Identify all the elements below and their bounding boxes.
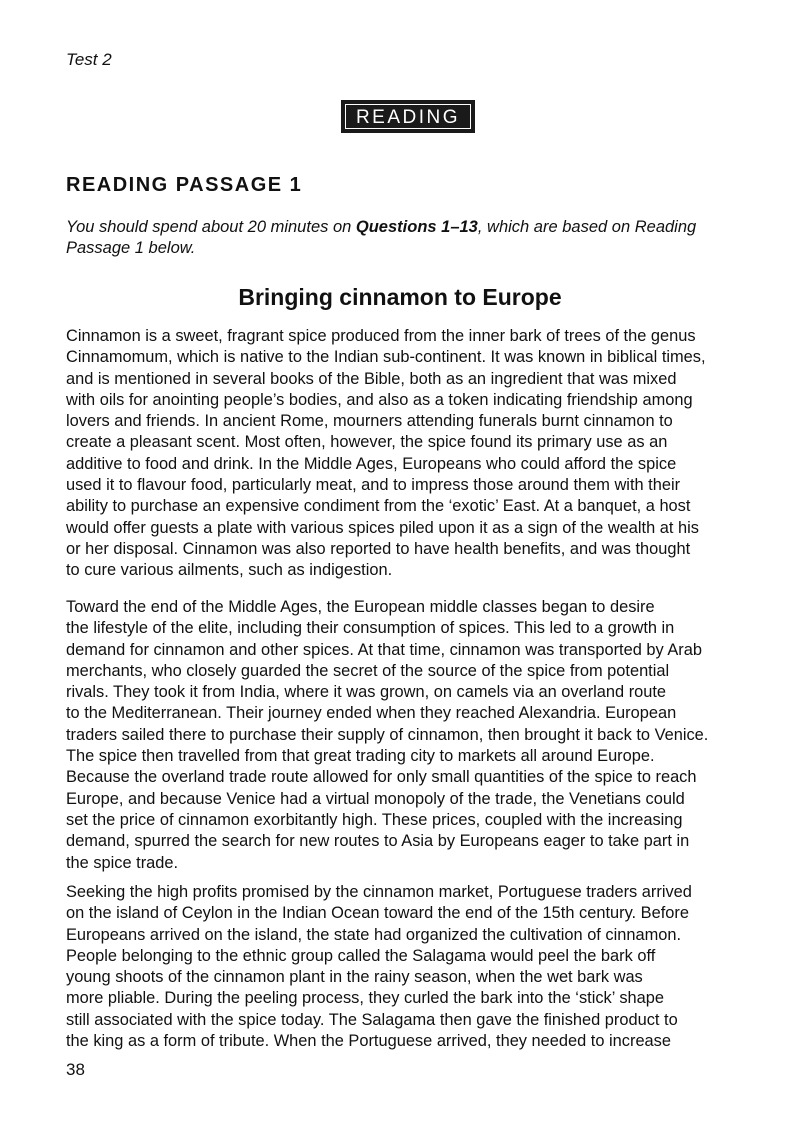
paragraph-line: more pliable. During the peeling process, they curled the bark into the ‘stick’ shape	[66, 989, 664, 1008]
paragraph-line: Europe, and because Venice had a virtual monopoly of the trade, the Venetians could	[66, 789, 685, 808]
paragraph-line: young shoots of the cinnamon plant in the rainy season, when the wet bark was	[66, 968, 643, 987]
paragraph-line: on the island of Ceylon in the Indian Ocean toward the end of the 15th century. Before	[66, 904, 689, 923]
paragraph-line: or her disposal. Cinnamon was also reported to have health benefits, and was thought	[66, 539, 691, 558]
paragraph-line: still associated with the spice today. The Salagama then gave the finished product to	[66, 1010, 678, 1029]
paragraph-line: additive to food and drink. In the Middle Ages, Europeans who could afford the spice	[66, 454, 677, 473]
test-label: Test 2	[66, 50, 112, 69]
paragraph-line: Because the overland trade route allowed for only small quantities of the spice to reach	[66, 768, 697, 787]
paragraph-line: with oils for anointing people’s bodies, and also as a token indicating friendship among	[66, 390, 693, 409]
paragraph-line: merchants, who closely guarded the secret of the source of the spice from potential	[66, 661, 670, 680]
paragraph-line: Seeking the high profits promised by the cinnamon market, Portuguese traders arrived	[66, 883, 692, 901]
instructions-text-line2: Passage 1 below.	[66, 239, 196, 257]
paragraph-line: and is mentioned in several books of the Bible, both as an ingredient that was mixed	[66, 369, 677, 388]
paragraph-line: ability to purchase an expensive condiment from the ‘exotic’ East. At a banquet, a host	[66, 497, 691, 516]
paragraph-line: The spice then travelled from that great trading city to markets all around Europe.	[66, 747, 655, 766]
reading-section-badge-label: READING	[345, 104, 471, 129]
reading-section-badge	[341, 100, 475, 133]
paragraph-line: Europeans arrived on the island, the state had organized the cultivation of cinnamon.	[66, 925, 682, 944]
passage-instructions	[66, 217, 746, 259]
paragraph-line: People belonging to the ethnic group called the Salagama would peel the bark off	[66, 946, 656, 965]
paragraph-line: the spice trade.	[66, 853, 179, 872]
paragraph-line: Toward the end of the Middle Ages, the European middle classes began to desire	[66, 598, 655, 616]
paragraph-line: rivals. They took it from India, where it was grown, on camels via an overland route	[66, 683, 667, 702]
paragraph-line: Cinnamon is a sweet, fragrant spice produced from the inner bark of trees of the genus	[66, 327, 696, 345]
paragraph-line: set the price of cinnamon exorbitantly high. These prices, coupled with the increasing	[66, 810, 683, 829]
paragraph-line: the king as a form of tribute. When the Portuguese arrived, they needed to increase	[66, 1032, 671, 1051]
passage-heading: READING PASSAGE 1	[66, 174, 303, 196]
paragraph-line: would offer guests a plate with various spices piled upon it as a sign of the wealth at his	[66, 518, 699, 537]
paragraph-line: demand, spurred the search for new routes to Asia by Europeans eager to take part in	[66, 832, 690, 851]
paragraph-line: the lifestyle of the elite, including their consumption of spices. This led to a growth in	[66, 619, 675, 638]
instructions-questions-range: Questions 1–13	[355, 218, 478, 236]
paragraph-2	[66, 597, 756, 874]
paragraph-line: lovers and friends. In ancient Rome, mourners attending funerals burnt cinnamon to	[66, 412, 673, 431]
paragraph-line: Cinnamomum, which is native to the Indian sub-continent. It was known in biblical times,	[66, 348, 706, 367]
paragraph-line: create a pleasant scent. Most often, however, the spice found its primary use as an	[66, 433, 668, 452]
instructions-text-start: You should spend about 20 minutes on	[66, 218, 356, 236]
paragraph-3	[66, 882, 756, 1052]
article-title: Bringing cinnamon to Europe	[238, 284, 562, 310]
paragraph-1	[66, 326, 756, 582]
paragraph-line: demand for cinnamon and other spices. At that time, cinnamon was transported by Arab	[66, 640, 702, 659]
page-number: 38	[66, 1060, 85, 1079]
paragraph-line: used it to flavour food, particularly meat, and to impress those around them with their	[66, 476, 681, 495]
paragraph-line: traders sailed there to purchase their supply of cinnamon, then brought it back to Venice.	[66, 725, 709, 744]
paragraph-line: to cure various ailments, such as indigestion.	[66, 561, 393, 580]
instructions-text-end: , which are based on Reading	[477, 218, 697, 236]
paragraph-line: to the Mediterranean. Their journey ended when they reached Alexandria. European	[66, 704, 677, 723]
